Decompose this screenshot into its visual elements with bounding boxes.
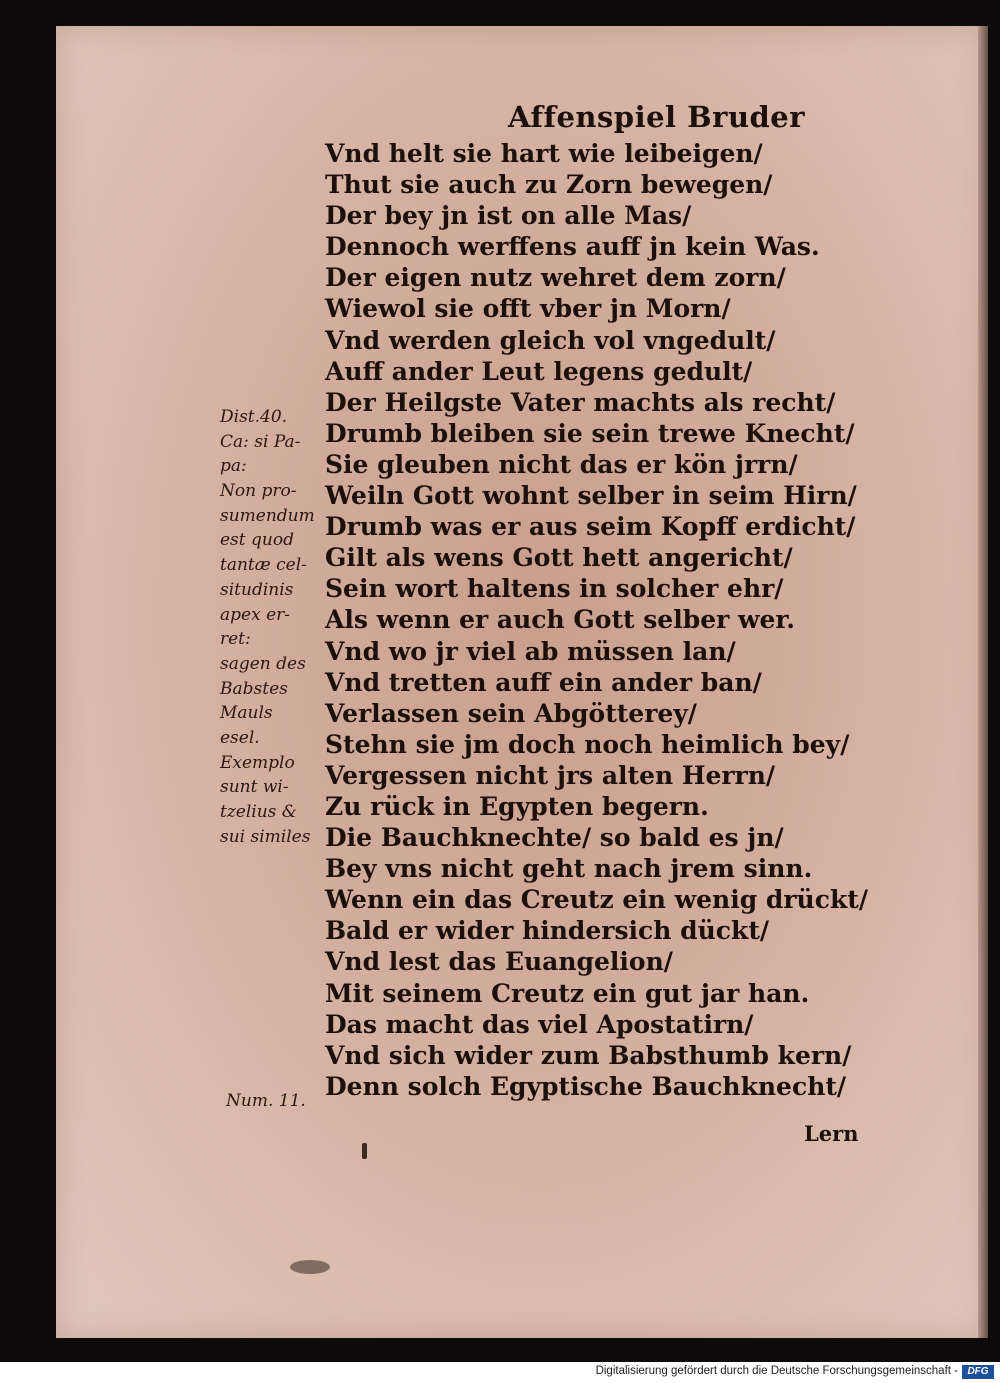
marginal-note-line: tzelius & (220, 802, 297, 822)
dfg-logo: DFG (962, 1365, 994, 1379)
verse-line: Vnd wo jr viel ab müssen lan/ (325, 636, 736, 666)
verse-line: Vnd werden gleich vol vngedult/ (325, 325, 776, 355)
marginal-note-line: sumendum (220, 505, 315, 526)
verse-line: Der eigen nutz wehret dem zorn/ (325, 263, 786, 293)
verse-line: Dennoch werffens auff jn kein Was. (325, 232, 820, 262)
marginal-note-line: esel. (220, 727, 260, 748)
verse-line: Zu rück in Egypten begern. (325, 791, 709, 821)
verse-line: Gilt als wens Gott hett angericht/ (325, 543, 793, 573)
verse-line: Sie gleuben nicht das er kön jrrn/ (325, 449, 798, 479)
verse-line: Auff ander Leut legens gedult/ (325, 356, 753, 386)
footer-credit: Digitalisierung gefördert durch die Deutsche Forschungsgemeinschaft - (595, 1365, 958, 1377)
verse-line: Vnd lest das Euangelion/ (325, 947, 673, 977)
marginal-reference: Num. 11. (226, 1091, 306, 1111)
page-edge (978, 26, 988, 1338)
verse-line: Verlassen sein Abgötterey/ (325, 698, 697, 728)
verse-line: Denn solch Egyptische Bauchknecht/ (325, 1071, 847, 1101)
footer-bar (0, 1362, 1000, 1383)
marginal-note-line: sagen des (220, 653, 306, 674)
verse-line: Drumb bleiben sie sein trewe Knecht/ (325, 418, 855, 448)
marginal-note-line: apex er- (220, 604, 291, 625)
verse-line: Die Bauchknechte/ so bald es jn/ (325, 823, 784, 853)
verse-line: Bey vns nicht geht nach jrem sinn. (325, 854, 813, 884)
marginal-note-line: Exemplo (220, 752, 295, 773)
running-head: Affenspiel Bruder (508, 100, 806, 134)
verse-line: Das macht das viel Apostatirn/ (325, 1009, 754, 1039)
marginal-note-line: pa: (220, 456, 247, 477)
verse-line: Thut sie auch zu Zorn bewegen/ (325, 170, 773, 200)
verse-line: Mit seinem Creutz ein gut jar han. (325, 978, 810, 1008)
marginal-note-line: Non pro- (220, 481, 297, 502)
ink-speck (362, 1143, 367, 1159)
ink-blot (290, 1260, 330, 1274)
marginal-note-line: Mauls (220, 703, 273, 724)
verse-line: Vnd tretten auff ein ander ban/ (325, 667, 762, 697)
verse-line: Drumb was er aus seim Kopff erdicht/ (325, 512, 856, 542)
marginal-note (220, 405, 320, 849)
verse-block (325, 138, 885, 1102)
verse-line: Vnd sich wider zum Babsthumb kern/ (325, 1040, 852, 1070)
verse-line: Sein wort haltens in solcher ehr/ (325, 574, 784, 604)
verse-line: Wenn ein das Creutz ein wenig drückt/ (325, 885, 868, 915)
verse-line: Der Heilgste Vater machts als recht/ (325, 387, 836, 417)
marginal-note-line: situdinis (220, 579, 294, 600)
verse-line: Der bey jn ist on alle Mas/ (325, 201, 692, 231)
marginal-note-line: sui similes (220, 826, 311, 847)
verse-line: Stehn sie jm doch noch heimlich bey/ (325, 729, 850, 759)
marginal-note-line: Dist.40. (220, 407, 288, 427)
marginal-note-line: est quod (220, 530, 294, 551)
verse-line: Vnd helt sie hart wie leibeigen/ (325, 139, 763, 168)
marginal-note-line: Ca: si Pa- (220, 431, 301, 452)
catchword: Lern (804, 1121, 859, 1146)
verse-line: Wiewol sie offt vber jn Morn/ (325, 294, 731, 324)
marginal-note-line: sunt wi- (220, 777, 289, 798)
verse-line: Bald er wider hindersich dückt/ (325, 916, 770, 946)
marginal-note-line: Babstes (220, 678, 288, 699)
verse-line: Vergessen nicht jrs alten Herrn/ (325, 760, 776, 790)
marginal-note-line: ret: (220, 629, 251, 650)
verse-line: Weiln Gott wohnt selber in seim Hirn/ (325, 481, 857, 511)
verse-line: Als wenn er auch Gott selber wer. (325, 605, 795, 635)
marginal-note-line: tantæ cel- (220, 555, 307, 576)
